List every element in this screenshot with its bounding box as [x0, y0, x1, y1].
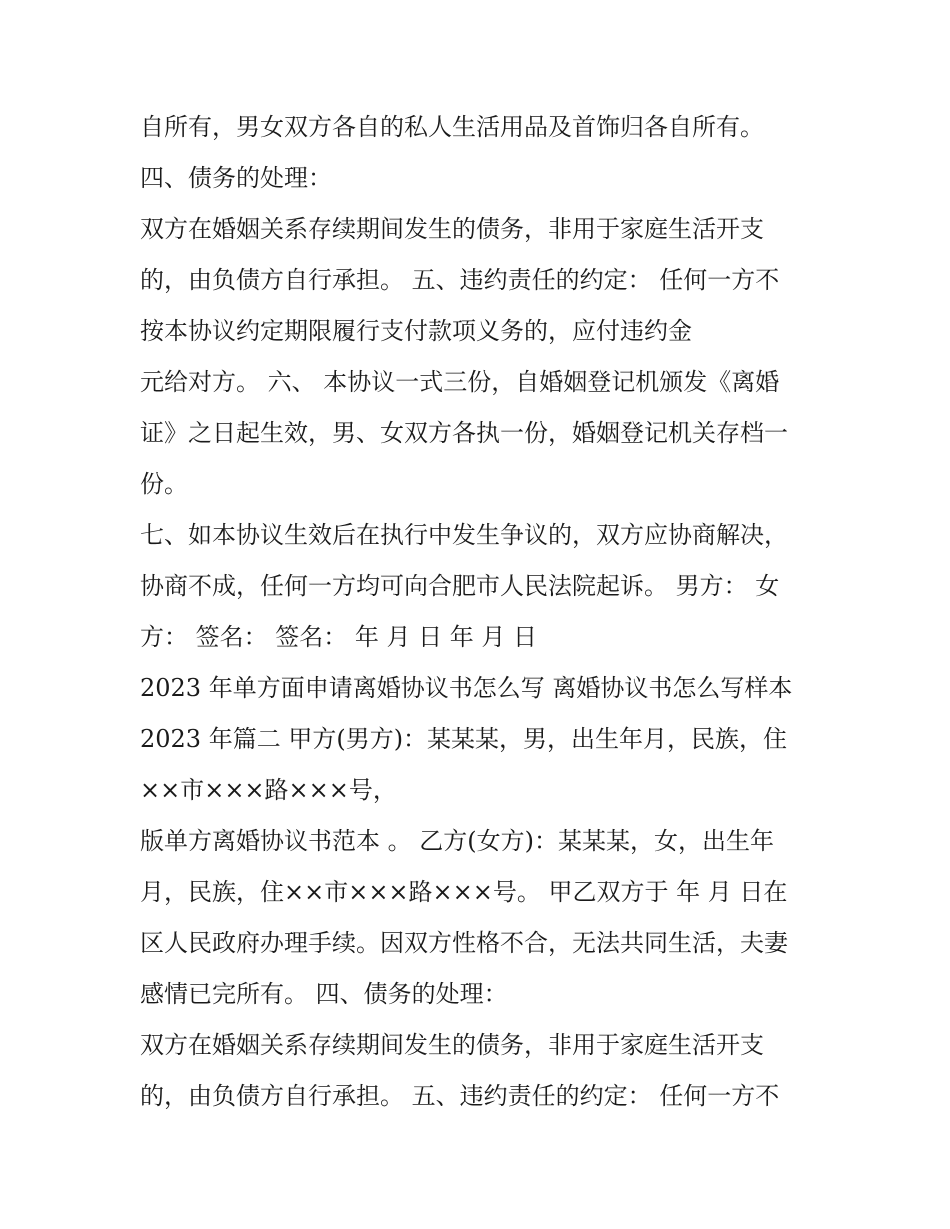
text-line: 2023 年篇二 甲方(男方)：某某某，男，出生年月，民族，住 — [140, 725, 788, 753]
text-line: 的，由负债方自行承担。 五、违约责任的约定： 任何一方不 — [140, 1082, 780, 1110]
text-line: 自所有，男女双方各自的私人生活用品及首饰归各自所有。 — [140, 113, 764, 141]
text-line: 月，民族，住××市×××路×××号。 甲乙双方于 年 月 日在 — [140, 878, 788, 906]
text-line: 元给对方。 六、 本协议一式三份，自婚姻登记机颁发《离婚 — [140, 368, 780, 396]
text-line: 证》之日起生效，男、女双方各执一份，婚姻登记机关存档一 — [140, 419, 788, 447]
text-line: 七、如本协议生效后在执行中发生争议的，双方应协商解决， — [140, 521, 788, 549]
text-line: 区人民政府办理手续。因双方性格不合，无法共同生活，夫妻 — [140, 929, 788, 957]
text-line: 感情已完所有。 四、债务的处理： — [140, 980, 508, 1008]
text-line: ××市×××路×××号， — [140, 776, 397, 804]
document-body — [140, 102, 830, 1122]
text-line: 2023 年单方面申请离婚协议书怎么写 离婚协议书怎么写样本 — [140, 674, 793, 702]
text-line: 双方在婚姻关系存续期间发生的债务，非用于家庭生活开支 — [140, 1031, 764, 1059]
text-line: 协商不成，任何一方均可向合肥市人民法院起诉。 男方： 女 — [140, 572, 780, 600]
text-line: 的，由负债方自行承担。 五、违约责任的约定： 任何一方不 — [140, 266, 780, 294]
section-heading: 四、债务的处理： — [140, 164, 332, 192]
signature-line: 方： 签名： 签名： 年 月 日 年 月 日 — [140, 623, 538, 651]
text-line: 双方在婚姻关系存续期间发生的债务，非用于家庭生活开支 — [140, 215, 764, 243]
text-line: 版单方离婚协议书范本 。 乙方(女方)：某某某，女，出生年 — [140, 827, 774, 855]
text-line: 按本协议约定期限履行支付款项义务的，应付违约金 — [140, 317, 692, 345]
text-line: 份。 — [140, 470, 188, 498]
